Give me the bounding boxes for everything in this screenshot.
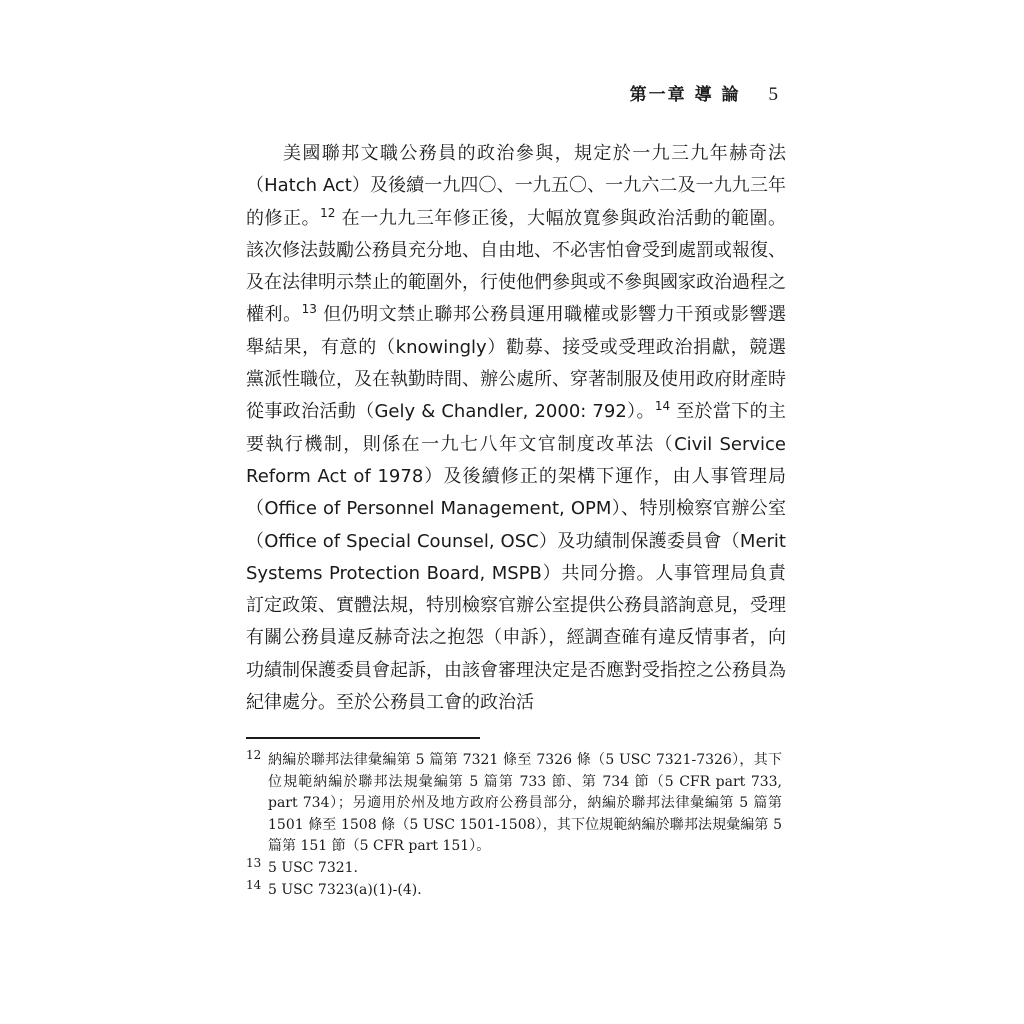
chapter-title: 第一章 導 論 bbox=[629, 85, 741, 105]
page-number: 5 bbox=[768, 84, 780, 105]
footnote-divider bbox=[246, 737, 480, 739]
footnote-number: 12 bbox=[246, 748, 262, 762]
footnote-13 bbox=[246, 855, 782, 880]
running-header bbox=[630, 80, 780, 106]
body-text bbox=[246, 138, 786, 719]
paragraph-text: 但仍明文禁止聯邦公務員運用職權或影響力干預或影響選舉結果，有意的（knowingly）勸募、接受或受理政治捐獻，競選黨派性職位，及在執勤時間、辦公處所、穿著制服及使用政府財產時從事政治活動（Gely & Chandler, 2000: 792）。 bbox=[246, 304, 786, 423]
paragraph-text: 至於當下的主要執行機制，則係在一九七八年文官制度改革法（Civil Service Reform Act of 1978）及後續修正的架構下運作，由人事管理局（Office of Personnel Management, OPM）、特別檢察官辦公室（Office of Special Counsel, OSC）及功績制保護委員會（Merit Systems Protection Board, MSPB）共同分擔。人事管理局負責訂定政策、實體法規，特別檢察官辦公室提供公務員諮詢意見，受理有關公務員違反赫奇法之抱怨（申訴），經調查確有違反情事者，向功績制保護委員會起訴，由該會審理決定是否應對受指控之公務員為紀律處分。至於公務員工會的政治活 bbox=[246, 401, 786, 714]
footnotes bbox=[246, 750, 782, 901]
footnote-number: 13 bbox=[246, 855, 262, 870]
footnote-number: 14 bbox=[246, 877, 262, 892]
footnote-ref-14: 14 bbox=[654, 399, 671, 414]
footnote-14 bbox=[246, 877, 782, 902]
footnote-ref-12: 12 bbox=[320, 205, 336, 220]
paragraph bbox=[246, 138, 786, 719]
paragraph-text: 美國聯邦文職公務員的政治參與，規定於一九三九年赫奇法（Hatch Act）及後續一九四〇、一九五〇、一九六二及一九九三年的修正。 bbox=[246, 143, 786, 229]
footnote-text: 5 USC 7321. bbox=[268, 859, 358, 876]
paragraph-text: 在一九九三年修正後，大幅放寬參與政治活動的範圍。該次修法鼓勵公務員充分地、自由地、不必害怕會受到處罰或報復、及在法律明示禁止的範圍外，行使他們參與或不參與國家政治過程之權利。 bbox=[246, 207, 786, 326]
footnote-ref-13: 13 bbox=[301, 302, 317, 317]
footnote-12 bbox=[246, 750, 782, 858]
footnote-text: 5 USC 7323(a)(1)-(4). bbox=[268, 881, 422, 898]
footnote-text: 納編於聯邦法律彙編第 5 篇第 7321 條至 7326 條（5 USC 7321-7326），其下位規範納編於聯邦法規彙編第 5 篇第 733 節、第 734 節（5 CFR part 733, part 734）；另適用於州及地方政府公務員部分，納編於聯邦法律彙編第 5 篇第 1501 條至 1508 條（5 USC 1501-1508），其下位規範納編於聯邦法規彙編第 5 篇第 151 節（5 CFR part 151）。 bbox=[268, 752, 782, 855]
